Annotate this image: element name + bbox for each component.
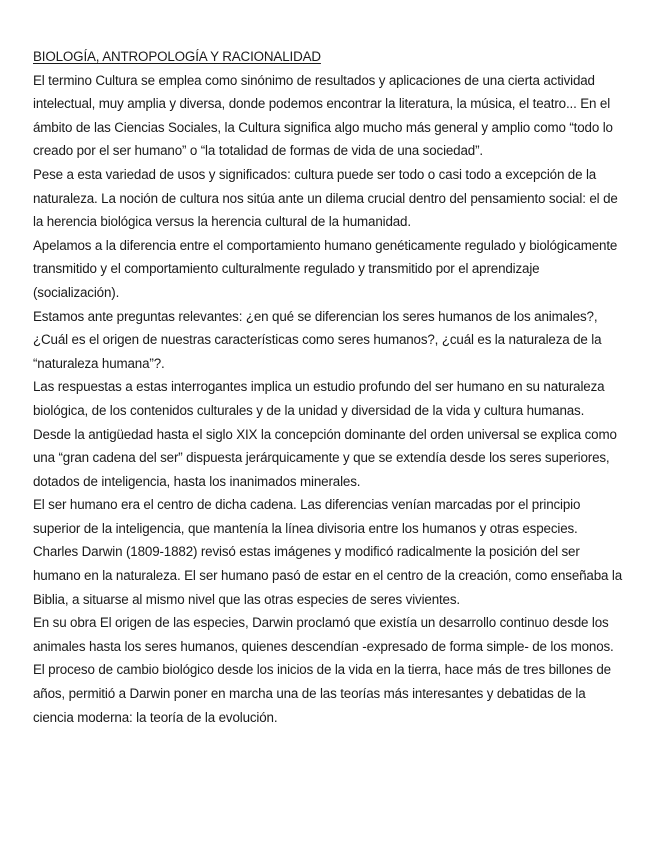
document-title: BIOLOGÍA, ANTROPOLOGÍA Y RACIONALIDAD: [33, 49, 321, 64]
paragraph-comportamiento: Apelamos a la diferencia entre el comportamiento humano genéticamente regulado y biológicamente transmitido y el comportamiento culturalmente regulado y transmitido por el aprendizaje (socialización).: [33, 237, 618, 300]
paragraph-usos-significados: Pese a esta variedad de usos y significados: cultura puede ser todo o casi todo a excepción de la naturaleza. La noción de cultura nos sitúa ante un dilema crucial dentro del pensamiento social: el de la herencia biológica versus la herencia cultural de la humanidad.: [33, 166, 618, 230]
paragraph-cultura-definicion: El termino Cultura se emplea como sinónimo de resultados y aplicaciones de una cierta actividad intelectual, muy amplia y diversa, donde podemos encontrar la literatura, la música, el teatro... En el ámbito de las Ciencias Sociales, la Cultura significa algo mucho más general y amplio como “todo lo creado por el ser humano” o “la totalidad de formas de vida de una sociedad”.: [33, 72, 613, 159]
paragraph-darwin: Charles Darwin (1809-1882) revisó estas imágenes y modificó radicalmente la posición del ser humano en la naturaleza. El ser humano pasó de estar en el centro de la creación, como enseñaba la Biblia, a situarse al mismo nivel que las otras especies de seres vivientes.: [33, 544, 623, 607]
paragraph-origen-especies: En su obra El origen de las especies, Darwin proclamó que existía un desarrollo continuo desde los animales hasta los seres humanos, quienes descendían -expresado de forma simple- de los monos. El proceso de cambio biológico desde los inicios de la vida en la tierra, hace más de tres billones de años, permitió a Darwin poner en marcha una de las teorías más interesantes y debatidas de la ciencia moderna: la teoría de la evolución.: [33, 615, 614, 725]
paragraph-centro-cadena: El ser humano era el centro de dicha cadena. Las diferencias venían marcadas por el principio superior de la inteligencia, que mantenía la línea divisoria entre los humanos y otras especies.: [33, 497, 581, 536]
paragraph-preguntas: Estamos ante preguntas relevantes: ¿en qué se diferencian los seres humanos de los animales?, ¿Cuál es el origen de nuestras características como seres humanos?, ¿cuál es la naturaleza de la “naturaleza humana”?.: [33, 308, 602, 371]
paragraph-cadena-del-ser: Desde la antigüedad hasta el siglo XIX la concepción dominante del orden universal se explica como una “gran cadena del ser” dispuesta jerárquicamente y que se extendía desde los seres superiores, dotados de inteligencia, hasta los inanimados minerales.: [33, 426, 617, 489]
document-page: [33, 45, 625, 729]
paragraph-respuestas: Las respuestas a estas interrogantes implica un estudio profundo del ser humano en su naturaleza biológica, de los contenidos culturales y de la unidad y diversidad de la vida y cultura humanas.: [33, 379, 605, 418]
